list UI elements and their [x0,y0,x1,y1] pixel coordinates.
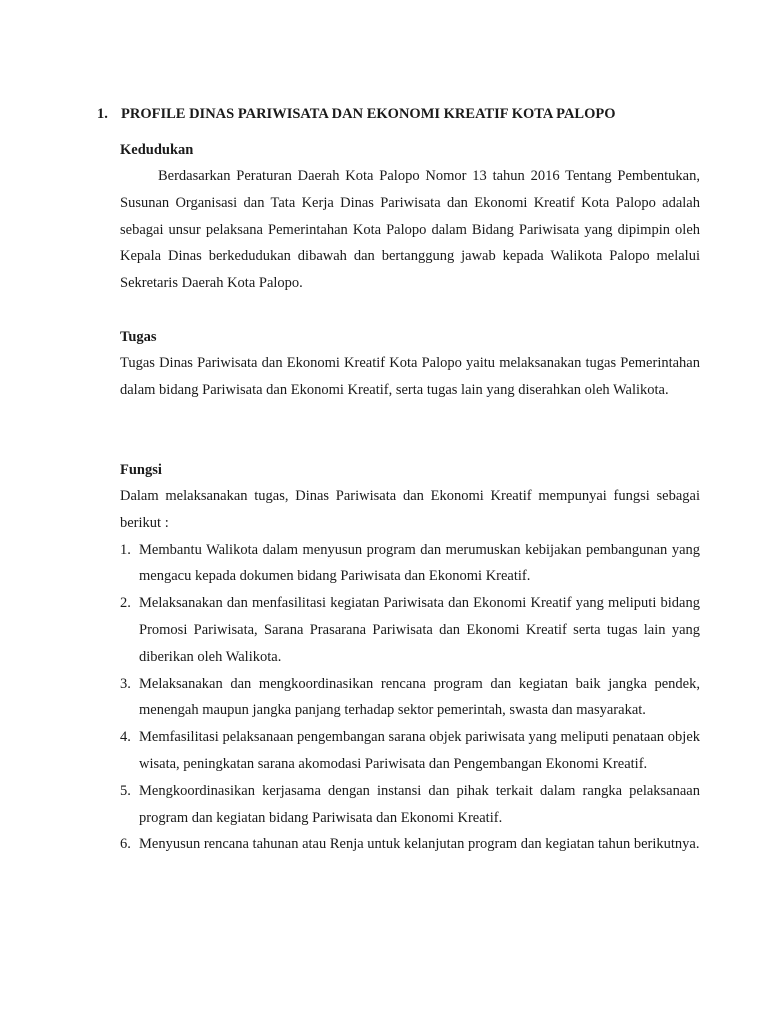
list-item-text: Melaksanakan dan mengkoordinasikan rencana program dan kegiatan baik jangka pendek, menengah maupun jangka panjang terhadap sektor pemerintah, swasta dan masyarakat. [139,675,700,719]
list-item-number: 6. [120,836,131,853]
list-item [120,590,700,670]
kedudukan-heading: Kedudukan [120,142,194,158]
list-item-number: 5. [120,782,131,799]
list-item-text: Menyusun rencana tahunan atau Renja untuk kelanjutan program dan kegiatan tahun berikutnya. [139,836,700,853]
list-item-text: Memfasilitasi pelaksanaan pengembangan sarana objek pariwisata yang meliputi penataan objek wisata, peningkatan sarana akomodasi Pariwisata dan Pengembangan Ekonomi Kreatif. [139,729,700,772]
list-item-text: Mengkoordinasikan kerjasama dengan instansi dan pihak terkait dalam rangka pelaksanaan program dan kegiatan bidang Pariwisata dan Ekonomi Kreatif. [139,782,700,826]
fungsi-section [120,457,700,858]
section-heading [97,106,616,123]
kedudukan-section [120,137,700,297]
list-item-number: 1. [120,541,131,558]
tugas-paragraph: Tugas Dinas Pariwisata dan Ekonomi Kreatif Kota Palopo yaitu melaksanakan tugas Pemerintahan dalam bidang Pariwisata dan Ekonomi Kreatif, serta tugas lain yang diserahkan oleh Walikota. [120,355,700,398]
list-item [120,831,700,858]
list-item-number: 2. [120,595,131,612]
list-item [120,724,700,778]
fungsi-list [120,537,700,859]
list-item [120,671,700,725]
list-item [120,537,700,591]
tugas-section [120,324,700,404]
list-item-number: 3. [120,675,131,692]
section-title: PROFILE DINAS PARIWISATA DAN EKONOMI KREATIF KOTA PALOPO [121,106,616,122]
list-item-text: Membantu Walikota dalam menyusun program dan merumuskan kebijakan pembangunan yang mengacu kepada dokumen bidang Pariwisata dan Ekonomi Kreatif. [139,541,700,585]
list-item [120,778,700,832]
fungsi-intro: Dalam melaksanakan tugas, Dinas Pariwisata dan Ekonomi Kreatif mempunyai fungsi sebagai berikut : [120,488,700,531]
kedudukan-paragraph: Berdasarkan Peraturan Daerah Kota Palopo Nomor 13 tahun 2016 Tentang Pembentukan, Susunan Organisasi dan Tata Kerja Dinas Pariwisata dan Ekonomi Kreatif Kota Palopo adalah sebagai unsur pelaksana Pemerintahan Kota Palopo dalam Bidang Pariwisata yang dipimpin oleh Kepala Dinas berkedudukan dibawah dan bertanggung jawab kepada Walikota Palopo melalui Sekretaris Daerah Kota Palopo. [120,168,700,292]
list-item-text: Melaksanakan dan menfasilitasi kegiatan Pariwisata dan Ekonomi Kreatif yang meliputi bidang Promosi Pariwisata, Sarana Prasarana Pariwisata dan Ekonomi Kreatif serta tugas lain yang diberikan oleh Walikota. [139,595,700,665]
section-number: 1. [97,106,108,122]
fungsi-heading: Fungsi [120,462,162,478]
list-item-number: 4. [120,729,131,746]
tugas-heading: Tugas [120,329,157,345]
